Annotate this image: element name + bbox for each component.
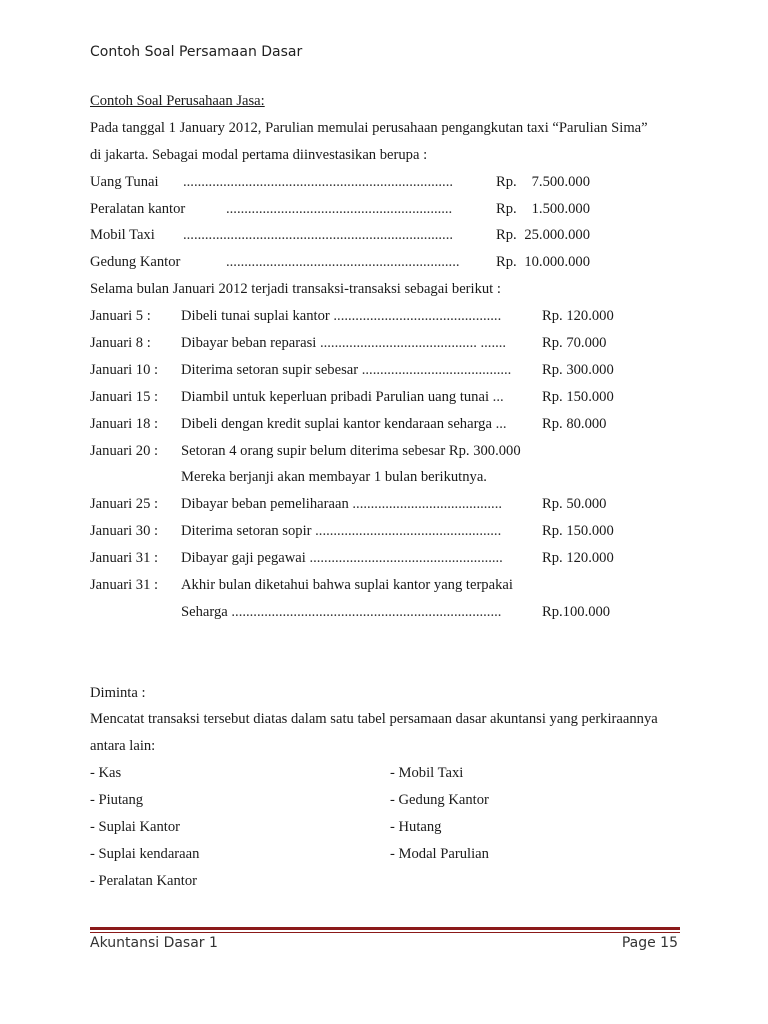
transaction-description: Dibayar gaji pegawai ..................................................... [181,550,503,567]
investment-amount: 1.500.000 [531,200,590,217]
account-item: - Modal Parulian [390,845,489,862]
account-item: - Peralatan Kantor [90,872,197,889]
required-paragraph-line: Mencatat transaksi tersebut diatas dalam satu tabel persamaan dasar akuntansi yang perkiraannya [90,711,658,728]
spacer [90,626,690,653]
investment-dots: .......................................................................... [183,227,453,244]
spacer [90,653,690,680]
investment-currency: Rp. [496,254,517,271]
investment-amount: 25.000.000 [524,227,590,244]
transaction-amount: Rp. 70.000 [542,335,607,352]
investment-currency: Rp. [496,173,517,190]
transaction-amount: Rp. 150.000 [542,388,614,405]
investment-label: Peralatan kantor [90,200,186,217]
investment-row [90,196,690,223]
transaction-row [90,330,690,357]
intro-paragraph-line: di jakarta. Sebagai modal pertama diinvestasikan berupa : [90,146,428,163]
account-row [90,760,690,787]
transaction-description: Diterima setoran sopir ................................................... [181,523,502,540]
transaction-amount: Rp. 300.000 [542,361,614,378]
required-paragraph-line: antara lain: [90,738,156,755]
transaction-row [90,438,690,465]
account-item: - Kas [90,765,122,782]
transaction-date: Januari 31 : [90,550,159,567]
document-body [90,88,690,895]
transaction-row [90,384,690,411]
account-item: - Mobil Taxi [390,765,464,782]
transaction-row [90,303,690,330]
footer-course-title: Akuntansi Dasar 1 [90,935,218,951]
transaction-date: Januari 5 : [90,308,151,325]
investment-dots: ................................................................ [226,254,460,271]
transaction-date: Januari 18 : [90,415,159,432]
footer-divider-thick [90,927,680,930]
account-row [90,841,690,868]
investment-row [90,222,690,249]
transaction-row [90,572,690,599]
transaction-description: Dibayar beban reparasi ........................................... ....... [181,335,507,352]
transaction-description: Dibeli tunai suplai kantor .............................................. [181,308,502,325]
intro-heading: Contoh Soal Perusahaan Jasa: [90,93,265,109]
investment-currency: Rp. [496,200,517,217]
transaction-row [90,464,690,491]
transaction-date: Januari 8 : [90,335,151,352]
transaction-date: Januari 10 : [90,361,159,378]
transaction-amount: Rp. 50.000 [542,496,607,513]
transaction-description: Seharga .......................................................................... [181,603,502,620]
transaction-date: Januari 25 : [90,496,159,513]
page-header-title: Contoh Soal Persamaan Dasar [90,44,303,60]
account-item: - Hutang [390,819,442,836]
transaction-date: Januari 20 : [90,442,159,459]
investment-label: Uang Tunai [90,173,159,190]
transaction-date: Januari 15 : [90,388,159,405]
account-item: - Suplai Kantor [90,819,180,836]
transaction-description: Dibeli dengan kredit suplai kantor kendaraan seharga ... [181,415,507,432]
transaction-row [90,599,690,626]
transaction-amount: Rp.100.000 [542,603,611,620]
account-item: - Piutang [90,792,144,809]
investment-row [90,169,690,196]
transaction-row [90,491,690,518]
investment-label: Gedung Kantor [90,254,181,271]
account-row [90,868,690,895]
investment-currency: Rp. [496,227,517,244]
account-row [90,814,690,841]
investment-row [90,249,690,276]
transaction-amount: Rp. 150.000 [542,523,614,540]
account-item: - Suplai kendaraan [90,845,200,862]
transaction-date: Januari 31 : [90,577,159,594]
transaction-amount: Rp. 80.000 [542,415,607,432]
transaction-description: Dibayar beban pemeliharaan ......................................... [181,496,502,513]
transaction-row [90,411,690,438]
transaction-description: Diambil untuk keperluan pribadi Parulian uang tunai ... [181,388,504,405]
intro-paragraph-line: Pada tanggal 1 January 2012, Parulian memulai perusahaan pengangkutan taxi “Parulian Sima” [90,119,648,136]
transactions-intro: Selama bulan Januari 2012 terjadi transaksi-transaksi sebagai berikut : [90,281,501,298]
transaction-row [90,518,690,545]
footer-page-number: Page 15 [621,935,678,951]
investment-dots: .............................................................. [226,200,453,217]
account-item: - Gedung Kantor [390,792,489,809]
investment-amount: 7.500.000 [531,173,590,190]
required-heading: Diminta : [90,684,146,701]
transaction-amount: Rp. 120.000 [542,550,614,567]
footer-divider-thin [90,932,680,933]
transaction-description: Setoran 4 orang supir belum diterima sebesar Rp. 300.000 [181,442,521,459]
transaction-row [90,357,690,384]
account-row [90,787,690,814]
investment-amount: 10.000.000 [524,254,590,271]
investment-dots: .......................................................................... [183,173,453,190]
transaction-amount: Rp. 120.000 [542,308,614,325]
investment-label: Mobil Taxi [90,227,155,244]
transaction-description: Akhir bulan diketahui bahwa suplai kantor yang terpakai [181,577,513,594]
intro-heading-line [90,88,690,115]
transaction-description: Mereka berjanji akan membayar 1 bulan berikutnya. [181,469,487,486]
transaction-description: Diterima setoran supir sebesar ......................................... [181,361,512,378]
transaction-date: Januari 30 : [90,523,159,540]
transaction-row [90,545,690,572]
